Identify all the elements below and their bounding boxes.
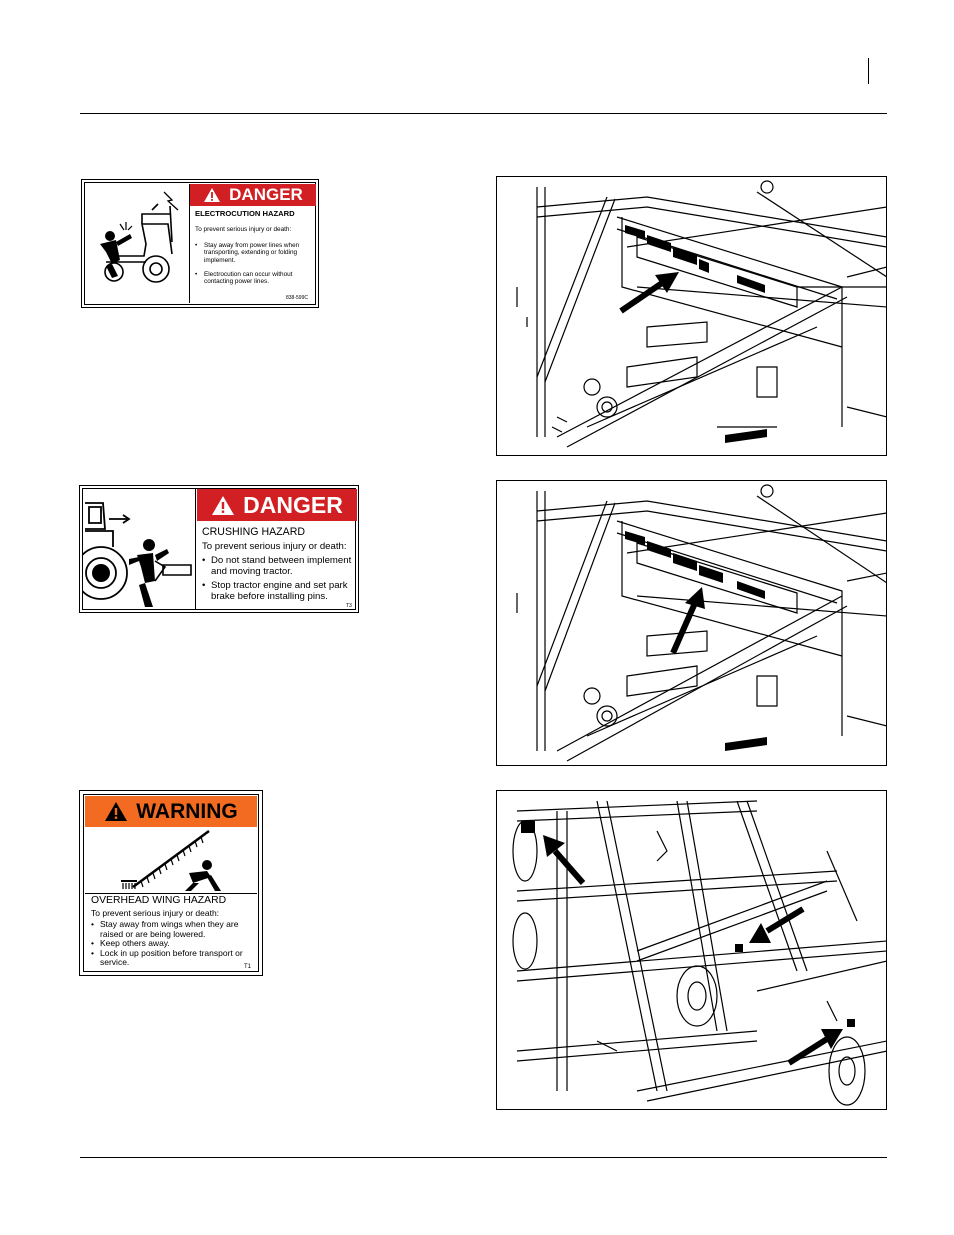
figure-tongue-decal-location-2 <box>496 480 887 766</box>
hazard-intro: To prevent serious injury or death: <box>91 908 220 918</box>
arrow-icon <box>543 835 583 883</box>
hazard-intro: To prevent serious injury or death: <box>202 541 347 552</box>
signal-word: DANGER <box>243 491 343 518</box>
hazard-title: ELECTROCUTION HAZARD <box>195 209 295 218</box>
hazard-instructions <box>195 242 317 286</box>
crushing-pictogram <box>83 489 196 609</box>
signal-word: DANGER <box>229 185 303 204</box>
arrow-icon <box>673 587 705 653</box>
figure-tongue-decal-location-1 <box>496 176 887 456</box>
figure-frame-decal-locations <box>496 790 887 1110</box>
hazard-intro: To prevent serious injury or death: <box>195 226 292 233</box>
arrow-icon <box>621 272 679 311</box>
signal-word: WARNING <box>136 799 238 823</box>
warning-header <box>85 796 257 827</box>
overhead-wing-pictogram <box>85 827 257 894</box>
warning-triangle-icon <box>104 801 128 822</box>
header-tick <box>868 58 869 84</box>
instruction-item: • Electrocution can occur without contacting power lines. <box>195 271 317 286</box>
implement-line-drawing <box>497 481 887 766</box>
decal-electrocution-hazard <box>81 179 319 308</box>
decal-crushing-hazard <box>79 485 359 613</box>
instruction-item: • Stay away from wings when they are raised or are being lowered. <box>91 920 257 939</box>
implement-line-drawing <box>497 177 887 456</box>
footer-rule <box>80 1157 887 1158</box>
danger-header <box>197 489 357 521</box>
hazard-instructions <box>91 920 257 968</box>
frame-line-drawing <box>497 791 887 1110</box>
warning-triangle-icon <box>203 187 221 203</box>
instruction-item: • Stop tractor engine and set park brake before installing pins. <box>202 581 358 602</box>
decal-part-code: 838-599C <box>286 295 308 301</box>
warning-triangle-icon <box>211 495 235 516</box>
hazard-instructions <box>202 556 358 602</box>
hazard-title: CRUSHING HAZARD <box>202 526 305 538</box>
instruction-item: • Do not stand between implement and moving tractor. <box>202 556 358 577</box>
instruction-item: • Lock in up position before transport or service. <box>91 949 257 968</box>
hazard-title: OVERHEAD WING HAZARD <box>91 895 227 906</box>
decal-part-code: T3 <box>346 603 352 609</box>
instruction-item: • Keep others away. <box>91 939 257 949</box>
danger-header <box>190 184 316 206</box>
electrocution-pictogram <box>86 184 190 303</box>
decal-part-code: T1 <box>244 964 252 970</box>
instruction-item: • Stay away from power lines when transporting, extending or folding implement. <box>195 242 317 264</box>
decal-overhead-wing-hazard <box>79 790 263 976</box>
header-rule <box>80 113 887 114</box>
